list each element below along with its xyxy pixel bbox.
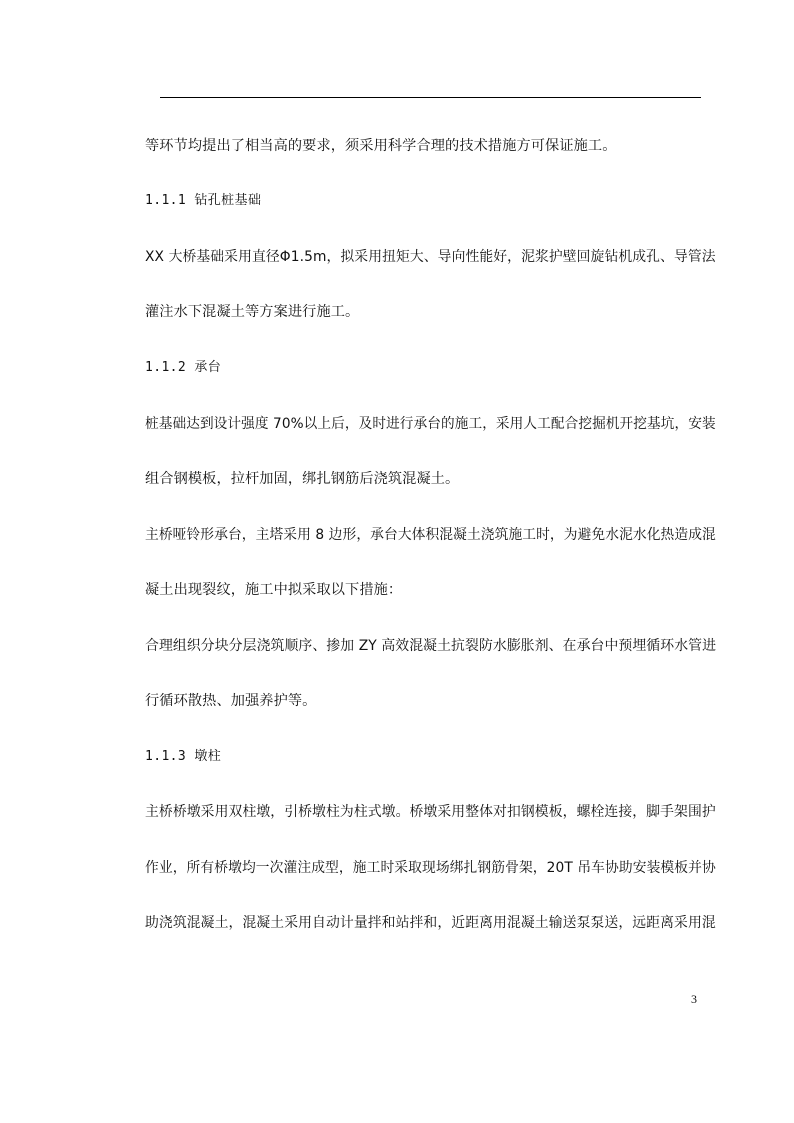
paragraph-line: 组合钢模板，拉杆加固，绑扎钢筋后浇筑混凝土。 xyxy=(145,471,460,487)
paragraph-line: 助浇筑混凝土，混凝土采用自动计量拌和站拌和，近距离用混凝土输送泵泵送，远距离采用混 xyxy=(145,915,716,931)
paragraph-line: 等环节均提出了相当高的要求，须采用科学合理的技术措施方可保证施工。 xyxy=(145,138,617,154)
header-rule xyxy=(160,97,701,98)
paragraph-line: XX 大桥基础采用直径Φ1.5m，拟采用扭矩大、导向性能好，泥浆护壁回旋钻机成孔、导管法 xyxy=(145,249,716,265)
paragraph-line: 作业，所有桥墩均一次灌注成型，施工时采取现场绑扎钢筋骨架，20T 吊车协助安装模板并协 xyxy=(145,860,716,876)
paragraph-line: 凝土出现裂纹，施工中拟采取以下措施： xyxy=(145,582,403,598)
section-heading-1-1-1: 1.1.1 钻孔桩基础 xyxy=(145,193,262,208)
paragraph-line: 灌注水下混凝土等方案进行施工。 xyxy=(145,304,360,320)
paragraph-line: 合理组织分块分层浇筑顺序、掺加 ZY 高效混凝土抗裂防水膨胀剂、在承台中预埋循环水管进 xyxy=(145,638,717,654)
section-heading-1-1-2: 1.1.2 承台 xyxy=(145,360,222,375)
paragraph-line: 桩基础达到设计强度 70%以上后，及时进行承台的施工，采用人工配合挖掘机开挖基坑，安装 xyxy=(145,416,716,432)
section-heading-1-1-3: 1.1.3 墩柱 xyxy=(145,749,222,764)
page-number: 3 xyxy=(691,992,697,1006)
paragraph-line: 主桥哑铃形承台，主塔采用 8 边形，承台大体积混凝土浇筑施工时，为避免水泥水化热造成混 xyxy=(145,527,716,543)
paragraph-line: 主桥桥墩采用双柱墩，引桥墩柱为柱式墩。桥墩采用整体对扣钢模板，螺栓连接，脚手架围护 xyxy=(145,804,716,820)
paragraph-line: 行循环散热、加强养护等。 xyxy=(145,693,317,709)
